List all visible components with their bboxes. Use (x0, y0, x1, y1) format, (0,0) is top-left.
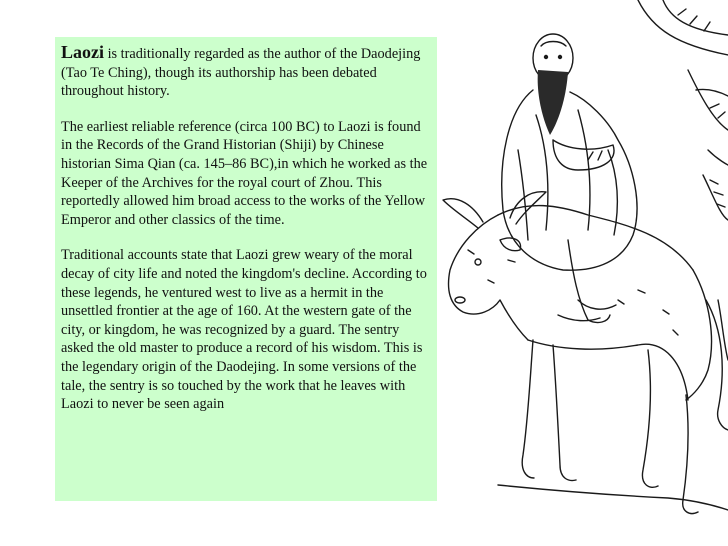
laozi-heading: Laozi (61, 42, 104, 62)
laozi-figure (502, 34, 637, 322)
text-panel (55, 37, 437, 501)
intro-paragraph (61, 43, 431, 101)
ink-drawing (438, 0, 728, 546)
laozi-on-ox-illustration (438, 0, 728, 546)
legend-paragraph: Traditional accounts state that Laozi grew weary of the moral decay of city life and noted the kingdom's decline. According to these legends, he ventured west to live as a hermit in the unsettled frontier at the age of 160. At the western gate of the city, or kingdom, he was recognized by a guard. The sentry asked the old master to produce a record of his wisdom. This is the legendary origin of the Daodejing. In some versions of the tale, the sentry is so touched by the work that he leaves with Laozi to never be seen again (61, 247, 427, 413)
tree-branches (638, 0, 728, 130)
ox (443, 192, 728, 514)
intro-text: is traditionally regarded as the author of the Daodejing (Tao Te Ching), though its authorship has been debated throughout history. (61, 46, 421, 100)
shiji-paragraph: The earliest reliable reference (circa 100 BC) to Laozi is found in the Records of the Grand Historian (Shiji) by Chinese historian Sima Qian (ca. 145–86 BC),in which he worked as the Keeper of the Archives for the royal court of Zhou. This reportedly allowed him broad access to the works of the Yellow Emperor and other classics of the time. (61, 118, 428, 228)
rock-outcrop (703, 150, 728, 360)
